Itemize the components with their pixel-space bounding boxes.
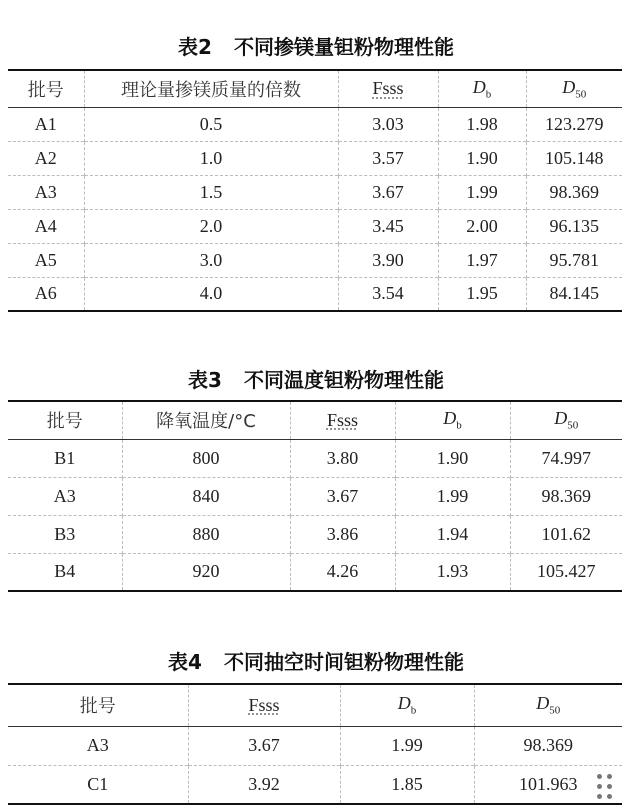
cell-db: 1.85 [340,765,474,804]
table4-header-d50: $D_{50}$ [474,684,622,726]
drag-handle-icon[interactable] [597,774,617,802]
table2-header-d50: $D_{50}$ [526,70,622,107]
table-row [8,243,622,277]
table3-header-temperature: 降氧温度/°C [122,401,290,439]
cell-fsss: 3.54 [338,277,438,311]
cell-batch: A6 [8,277,84,311]
cell-batch: C1 [8,765,188,804]
table2 [8,69,622,312]
table3-header-db: $D_b$ [395,401,510,439]
cell-db: 1.93 [395,553,510,591]
table3-header-fsss-label: Fsss [326,409,359,430]
table2-header-mg-ratio: 理论量掺镁质量的倍数 [84,70,338,107]
table4-caption [0,646,632,675]
cell-d50: 101.963 [474,765,622,804]
cell-batch: B1 [54,447,76,468]
cell-fsss: 3.67 [188,726,340,765]
table2-caption-title: 不同掺镁量钽粉物理性能 [233,35,454,59]
cell-fsss: 3.80 [290,439,395,477]
table4-caption-title: 不同抽空时间钽粉物理性能 [223,650,464,674]
cell-d50: 95.781 [526,243,622,277]
cell-db: 1.99 [438,175,526,209]
cell-d50: 123.279 [526,107,622,141]
table-row [8,209,622,243]
cell-d50: 98.369 [474,726,622,765]
table2-header-row [8,70,622,107]
table2-caption-number: 表2 [178,35,212,59]
table4-header-fsss [188,684,340,726]
cell-fsss: 3.03 [338,107,438,141]
table4-caption-number: 表4 [168,650,202,674]
table3-header-row [8,401,622,439]
cell-batch: A5 [8,243,84,277]
table3-header-fsss [290,401,395,439]
cell-db: 1.95 [438,277,526,311]
cell-batch: A3 [86,735,109,755]
table3 [8,400,622,592]
table-row [8,553,622,591]
cell-batch: A2 [8,141,84,175]
cell-d50: 98.369 [526,175,622,209]
cell-fsss: 3.92 [188,765,340,804]
table3-header-batch: 批号 [8,401,122,439]
cell-d50: 98.369 [510,477,622,515]
cell-d50: 101.62 [510,515,622,553]
table3-header-d50: $D_{50}$ [510,401,622,439]
cell-db: 1.99 [340,726,474,765]
table4-header-row [8,684,622,726]
table3-caption [0,364,632,393]
table-row [8,765,622,804]
cell-fsss: 4.26 [290,553,395,591]
cell-batch: A3 [8,175,84,209]
table3-caption-title: 不同温度钽粉物理性能 [243,368,444,392]
cell-fsss: 3.90 [338,243,438,277]
table3-caption-number: 表3 [188,368,222,392]
cell-d50: 105.148 [526,141,622,175]
table2-header-db: $D_b$ [438,70,526,107]
cell-fsss: 3.45 [338,209,438,243]
table4-header-batch: 批号 [8,684,188,726]
cell-mg-ratio: 2.0 [84,209,338,243]
cell-db: 1.99 [395,477,510,515]
table-row [8,439,622,477]
cell-batch: A1 [34,113,57,134]
cell-mg-ratio: 3.0 [84,243,338,277]
cell-batch: B3 [8,515,122,553]
cell-d50: 84.145 [526,277,622,311]
cell-temperature: 920 [122,553,290,591]
table-row [8,515,622,553]
table-row [8,477,622,515]
cell-mg-ratio: 0.5 [84,107,338,141]
table4 [8,683,622,805]
table2-header-fsss-label: Fsss [372,78,404,99]
table4-header-db: $D_b$ [340,684,474,726]
cell-fsss: 3.57 [338,141,438,175]
table-row [8,277,622,311]
cell-batch: A3 [8,477,122,515]
cell-db: 1.90 [438,141,526,175]
table-row [8,107,622,141]
cell-temperature: 880 [122,515,290,553]
cell-temperature: 800 [122,439,290,477]
table2-header-batch: 批号 [8,70,84,107]
cell-fsss: 3.67 [290,477,395,515]
cell-db: 2.00 [438,209,526,243]
cell-batch: B4 [8,553,122,591]
cell-d50: 96.135 [526,209,622,243]
table-row [8,175,622,209]
table2-header-fsss [338,70,438,107]
cell-d50: 74.997 [510,439,622,477]
cell-batch: A4 [8,209,84,243]
table2-caption [0,31,632,60]
cell-temperature: 840 [122,477,290,515]
cell-db: 1.97 [438,243,526,277]
table-row [8,726,622,765]
cell-mg-ratio: 1.5 [84,175,338,209]
cell-db: 1.94 [395,515,510,553]
cell-fsss: 3.86 [290,515,395,553]
cell-mg-ratio: 1.0 [84,141,338,175]
cell-fsss: 3.67 [338,175,438,209]
table-row [8,141,622,175]
cell-d50: 105.427 [510,553,622,591]
cell-db: 1.98 [438,107,526,141]
cell-mg-ratio: 4.0 [84,277,338,311]
cell-db: 1.90 [395,439,510,477]
table4-header-fsss-label: Fsss [248,694,280,715]
